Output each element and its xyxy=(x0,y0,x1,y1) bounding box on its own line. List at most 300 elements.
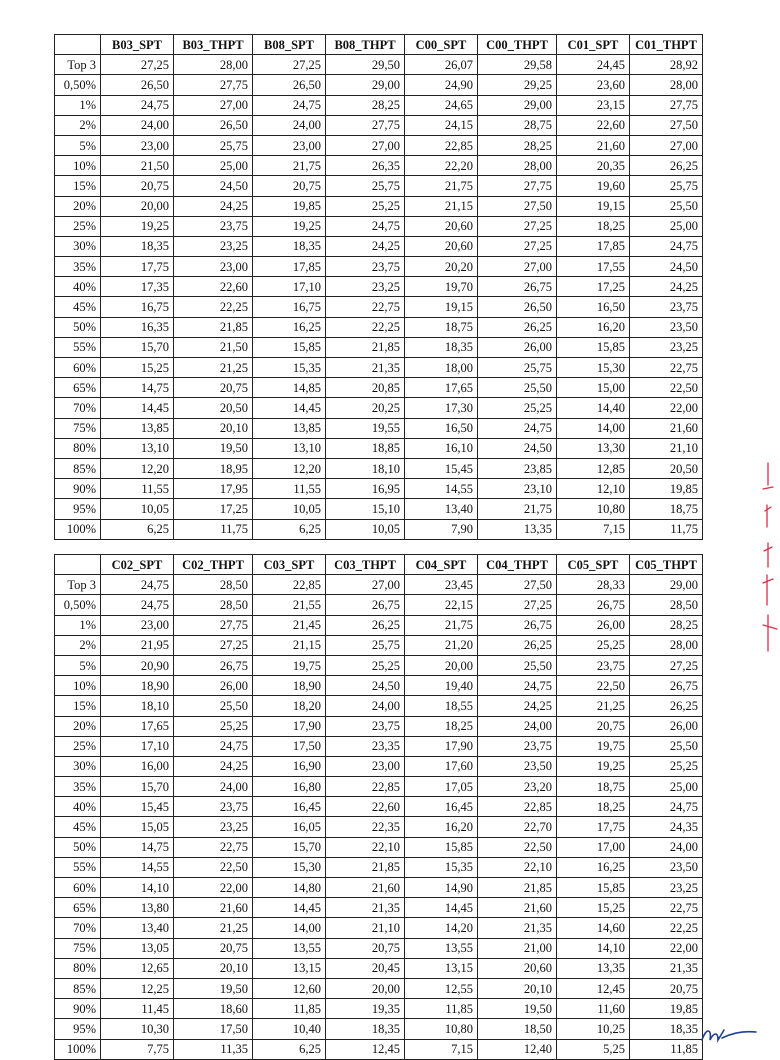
score-cell: 17,75 xyxy=(101,257,174,277)
score-cell: 5,25 xyxy=(557,1039,630,1059)
score-cell: 10,25 xyxy=(557,1019,630,1039)
row-label-cell: 5% xyxy=(55,135,101,155)
row-label-cell: 80% xyxy=(55,958,101,978)
score-cell: 7,15 xyxy=(557,519,630,539)
row-label-cell: 5% xyxy=(55,655,101,675)
score-cell: 27,75 xyxy=(326,115,405,135)
score-cell: 21,75 xyxy=(253,156,326,176)
score-cell: 17,65 xyxy=(405,378,478,398)
score-cell: 18,75 xyxy=(630,499,703,519)
score-cell: 25,50 xyxy=(478,378,557,398)
score-cell: 24,00 xyxy=(630,837,703,857)
score-cell: 23,00 xyxy=(326,756,405,776)
table-row xyxy=(55,595,703,615)
table-row xyxy=(55,716,703,736)
score-cell: 27,50 xyxy=(630,115,703,135)
score-cell: 16,50 xyxy=(405,418,478,438)
score-cell: 15,45 xyxy=(405,458,478,478)
score-cell: 18,75 xyxy=(557,777,630,797)
score-cell: 12,20 xyxy=(253,458,326,478)
score-cell: 16,35 xyxy=(101,317,174,337)
score-cell: 14,10 xyxy=(557,938,630,958)
score-cell: 26,25 xyxy=(478,635,557,655)
score-cell: 17,90 xyxy=(253,716,326,736)
score-cell: 10,40 xyxy=(253,1019,326,1039)
score-cell: 12,85 xyxy=(557,458,630,478)
score-cell: 17,50 xyxy=(253,736,326,756)
score-cell: 21,00 xyxy=(478,938,557,958)
score-cell: 29,50 xyxy=(326,55,405,75)
score-cell: 13,85 xyxy=(101,418,174,438)
score-cell: 22,20 xyxy=(405,156,478,176)
score-cell: 6,25 xyxy=(253,1039,326,1059)
score-cell: 16,75 xyxy=(101,297,174,317)
score-cell: 13,15 xyxy=(253,958,326,978)
score-cell: 26,00 xyxy=(557,615,630,635)
signature-stroke xyxy=(702,1030,724,1040)
column-header: C03_SPT xyxy=(253,555,326,575)
score-cell: 28,00 xyxy=(478,156,557,176)
score-cell: 11,60 xyxy=(557,999,630,1019)
score-cell: 25,50 xyxy=(174,696,253,716)
score-cell: 20,60 xyxy=(405,216,478,236)
score-cell: 20,75 xyxy=(326,938,405,958)
table-row xyxy=(55,615,703,635)
score-cell: 12,25 xyxy=(101,978,174,998)
score-cell: 16,20 xyxy=(557,317,630,337)
table-row xyxy=(55,257,703,277)
margin-mark-stroke xyxy=(763,487,773,489)
score-cell: 24,75 xyxy=(478,418,557,438)
score-cell: 27,25 xyxy=(101,55,174,75)
row-label-cell: 30% xyxy=(55,236,101,256)
score-cell: 18,25 xyxy=(557,797,630,817)
score-cell: 24,75 xyxy=(101,595,174,615)
score-cell: 21,75 xyxy=(478,499,557,519)
score-cell: 20,75 xyxy=(101,176,174,196)
table-row xyxy=(55,196,703,216)
score-cell: 26,75 xyxy=(174,655,253,675)
score-cell: 22,10 xyxy=(478,857,557,877)
score-cell: 19,50 xyxy=(174,978,253,998)
score-cell: 21,35 xyxy=(478,918,557,938)
score-cell: 14,40 xyxy=(557,398,630,418)
score-cell: 24,75 xyxy=(630,797,703,817)
score-cell: 20,00 xyxy=(101,196,174,216)
score-cell: 23,20 xyxy=(478,777,557,797)
score-cell: 21,75 xyxy=(405,615,478,635)
score-cell: 25,00 xyxy=(630,216,703,236)
row-label-cell: 0,50% xyxy=(55,595,101,615)
margin-mark-stroke xyxy=(763,579,773,583)
score-cell: 24,75 xyxy=(478,676,557,696)
score-cell: 19,70 xyxy=(405,277,478,297)
score-cell: 23,75 xyxy=(478,736,557,756)
score-cell: 23,00 xyxy=(101,615,174,635)
score-cell: 22,00 xyxy=(174,878,253,898)
score-cell: 23,15 xyxy=(557,95,630,115)
score-cell: 18,90 xyxy=(101,676,174,696)
score-cell: 28,50 xyxy=(174,595,253,615)
score-cell: 13,30 xyxy=(557,438,630,458)
score-cell: 18,35 xyxy=(101,236,174,256)
score-cell: 26,00 xyxy=(174,676,253,696)
score-cell: 15,30 xyxy=(253,857,326,877)
score-table-2 xyxy=(54,554,703,1060)
column-header: B08_SPT xyxy=(253,35,326,55)
score-cell: 21,20 xyxy=(405,635,478,655)
score-cell: 24,25 xyxy=(478,696,557,716)
score-cell: 11,45 xyxy=(101,999,174,1019)
score-cell: 7,90 xyxy=(405,519,478,539)
table-row xyxy=(55,317,703,337)
score-cell: 14,20 xyxy=(405,918,478,938)
column-header: B03_SPT xyxy=(101,35,174,55)
score-cell: 12,20 xyxy=(101,458,174,478)
score-cell: 16,20 xyxy=(405,817,478,837)
table-row xyxy=(55,216,703,236)
score-cell: 14,55 xyxy=(405,479,478,499)
score-cell: 23,25 xyxy=(630,878,703,898)
score-cell: 16,90 xyxy=(253,756,326,776)
table-row xyxy=(55,777,703,797)
table-row xyxy=(55,156,703,176)
score-cell: 13,10 xyxy=(253,438,326,458)
column-header: C00_SPT xyxy=(405,35,478,55)
score-cell: 27,75 xyxy=(630,95,703,115)
score-cell: 19,50 xyxy=(478,999,557,1019)
score-cell: 25,25 xyxy=(326,196,405,216)
score-cell: 17,30 xyxy=(405,398,478,418)
score-cell: 18,75 xyxy=(405,317,478,337)
score-cell: 28,50 xyxy=(174,575,253,595)
table-row xyxy=(55,277,703,297)
score-cell: 20,10 xyxy=(174,958,253,978)
score-cell: 24,00 xyxy=(101,115,174,135)
score-cell: 20,90 xyxy=(101,655,174,675)
score-cell: 10,05 xyxy=(326,519,405,539)
signature-mark xyxy=(698,1018,758,1048)
row-label-cell: 65% xyxy=(55,898,101,918)
score-cell: 26,75 xyxy=(630,676,703,696)
score-cell: 18,10 xyxy=(101,696,174,716)
score-cell: 28,25 xyxy=(478,135,557,155)
score-cell: 15,70 xyxy=(253,837,326,857)
score-cell: 17,50 xyxy=(174,1019,253,1039)
score-cell: 27,25 xyxy=(478,595,557,615)
score-cell: 10,05 xyxy=(101,499,174,519)
score-cell: 11,75 xyxy=(630,519,703,539)
table-row xyxy=(55,337,703,357)
score-cell: 26,75 xyxy=(478,277,557,297)
score-cell: 20,50 xyxy=(174,398,253,418)
table-row xyxy=(55,898,703,918)
score-cell: 28,92 xyxy=(630,55,703,75)
score-cell: 24,50 xyxy=(326,676,405,696)
row-label-cell: 55% xyxy=(55,857,101,877)
score-cell: 11,85 xyxy=(253,999,326,1019)
row-label-cell: 20% xyxy=(55,716,101,736)
score-cell: 17,25 xyxy=(557,277,630,297)
score-cell: 15,05 xyxy=(101,817,174,837)
score-cell: 12,10 xyxy=(557,479,630,499)
score-cell: 19,35 xyxy=(326,999,405,1019)
score-cell: 27,00 xyxy=(326,575,405,595)
score-cell: 22,70 xyxy=(478,817,557,837)
table-row xyxy=(55,878,703,898)
score-cell: 18,85 xyxy=(326,438,405,458)
table-row xyxy=(55,938,703,958)
score-cell: 17,05 xyxy=(405,777,478,797)
score-cell: 20,50 xyxy=(630,458,703,478)
score-cell: 21,85 xyxy=(326,857,405,877)
score-cell: 24,00 xyxy=(326,696,405,716)
score-cell: 22,10 xyxy=(326,837,405,857)
column-header: C02_THPT xyxy=(174,555,253,575)
score-cell: 18,90 xyxy=(253,676,326,696)
score-cell: 14,45 xyxy=(253,898,326,918)
margin-handwriting-marks xyxy=(755,455,780,665)
row-label-cell: 75% xyxy=(55,418,101,438)
score-cell: 16,10 xyxy=(405,438,478,458)
signature-stroke xyxy=(722,1032,756,1038)
score-cell: 23,75 xyxy=(174,797,253,817)
score-cell: 14,90 xyxy=(405,878,478,898)
row-label-cell: 70% xyxy=(55,918,101,938)
score-cell: 18,95 xyxy=(174,458,253,478)
score-cell: 21,45 xyxy=(253,615,326,635)
row-label-cell: 100% xyxy=(55,1039,101,1059)
score-cell: 13,05 xyxy=(101,938,174,958)
score-cell: 24,25 xyxy=(326,236,405,256)
score-cell: 6,25 xyxy=(101,519,174,539)
score-cell: 22,75 xyxy=(174,837,253,857)
score-cell: 21,10 xyxy=(630,438,703,458)
score-cell: 27,00 xyxy=(326,135,405,155)
score-cell: 18,35 xyxy=(253,236,326,256)
score-cell: 17,00 xyxy=(557,837,630,857)
score-cell: 24,90 xyxy=(405,75,478,95)
score-cell: 23,50 xyxy=(630,857,703,877)
score-cell: 19,50 xyxy=(174,438,253,458)
score-cell: 26,75 xyxy=(326,595,405,615)
score-cell: 17,55 xyxy=(557,257,630,277)
score-cell: 28,25 xyxy=(630,615,703,635)
score-cell: 27,50 xyxy=(478,196,557,216)
score-cell: 25,25 xyxy=(478,398,557,418)
score-cell: 11,85 xyxy=(405,999,478,1019)
score-cell: 18,55 xyxy=(405,696,478,716)
score-cell: 21,55 xyxy=(253,595,326,615)
score-cell: 26,07 xyxy=(405,55,478,75)
score-cell: 26,50 xyxy=(101,75,174,95)
score-cell: 26,25 xyxy=(630,696,703,716)
score-cell: 7,75 xyxy=(101,1039,174,1059)
score-cell: 22,85 xyxy=(326,777,405,797)
score-cell: 11,85 xyxy=(630,1039,703,1059)
score-cell: 21,60 xyxy=(478,898,557,918)
table-row xyxy=(55,655,703,675)
row-label-cell: 10% xyxy=(55,676,101,696)
score-cell: 21,85 xyxy=(326,337,405,357)
score-cell: 29,00 xyxy=(326,75,405,95)
score-cell: 23,00 xyxy=(101,135,174,155)
score-cell: 25,00 xyxy=(630,777,703,797)
score-cell: 24,00 xyxy=(174,777,253,797)
score-cell: 16,45 xyxy=(405,797,478,817)
score-cell: 13,40 xyxy=(101,918,174,938)
row-label-cell: 30% xyxy=(55,756,101,776)
score-cell: 16,05 xyxy=(253,817,326,837)
score-cell: 22,60 xyxy=(557,115,630,135)
score-cell: 19,85 xyxy=(630,999,703,1019)
score-cell: 12,45 xyxy=(326,1039,405,1059)
table-row xyxy=(55,978,703,998)
score-cell: 13,35 xyxy=(557,958,630,978)
score-cell: 14,00 xyxy=(557,418,630,438)
score-cell: 27,50 xyxy=(478,575,557,595)
score-cell: 28,00 xyxy=(630,635,703,655)
score-cell: 21,95 xyxy=(101,635,174,655)
score-cell: 10,80 xyxy=(557,499,630,519)
score-cell: 27,75 xyxy=(174,75,253,95)
score-cell: 17,85 xyxy=(557,236,630,256)
table-row xyxy=(55,999,703,1019)
score-cell: 23,85 xyxy=(478,458,557,478)
score-cell: 20,75 xyxy=(630,978,703,998)
column-header: C02_SPT xyxy=(101,555,174,575)
row-label-cell: 0,50% xyxy=(55,75,101,95)
score-cell: 14,45 xyxy=(253,398,326,418)
row-label-cell: 15% xyxy=(55,696,101,716)
score-cell: 23,00 xyxy=(174,257,253,277)
score-cell: 15,10 xyxy=(326,499,405,519)
score-cell: 18,25 xyxy=(405,716,478,736)
score-cell: 29,25 xyxy=(478,75,557,95)
column-header: C01_THPT xyxy=(630,35,703,55)
table-row xyxy=(55,378,703,398)
score-cell: 21,15 xyxy=(253,635,326,655)
score-cell: 14,45 xyxy=(101,398,174,418)
table-row xyxy=(55,756,703,776)
score-cell: 25,75 xyxy=(478,358,557,378)
table-row xyxy=(55,958,703,978)
row-label-cell: 2% xyxy=(55,115,101,135)
score-cell: 15,00 xyxy=(557,378,630,398)
score-cell: 21,15 xyxy=(405,196,478,216)
score-cell: 15,70 xyxy=(101,337,174,357)
score-cell: 22,85 xyxy=(478,797,557,817)
row-label-cell: 45% xyxy=(55,817,101,837)
table-header-row xyxy=(55,35,703,55)
score-cell: 10,80 xyxy=(405,1019,478,1039)
score-cell: 23,50 xyxy=(630,317,703,337)
score-cell: 24,50 xyxy=(478,438,557,458)
score-cell: 27,75 xyxy=(174,615,253,635)
score-cell: 24,75 xyxy=(174,736,253,756)
score-cell: 24,00 xyxy=(478,716,557,736)
score-cell: 12,40 xyxy=(478,1039,557,1059)
score-cell: 17,95 xyxy=(174,479,253,499)
score-cell: 26,75 xyxy=(478,615,557,635)
row-label-cell: 45% xyxy=(55,297,101,317)
row-label-cell: 1% xyxy=(55,95,101,115)
column-header: C04_THPT xyxy=(478,555,557,575)
score-cell: 12,65 xyxy=(101,958,174,978)
score-cell: 20,75 xyxy=(557,716,630,736)
score-cell: 26,75 xyxy=(557,595,630,615)
score-cell: 16,00 xyxy=(101,756,174,776)
row-label-cell: 90% xyxy=(55,999,101,1019)
table-row xyxy=(55,837,703,857)
score-cell: 22,50 xyxy=(174,857,253,877)
score-cell: 15,85 xyxy=(557,337,630,357)
score-cell: 14,75 xyxy=(101,378,174,398)
score-cell: 12,60 xyxy=(253,978,326,998)
column-header: C04_SPT xyxy=(405,555,478,575)
score-cell: 17,65 xyxy=(101,716,174,736)
score-cell: 17,35 xyxy=(101,277,174,297)
score-cell: 22,00 xyxy=(630,938,703,958)
row-label-cell: 75% xyxy=(55,938,101,958)
score-cell: 26,35 xyxy=(326,156,405,176)
score-cell: 17,90 xyxy=(405,736,478,756)
score-cell: 26,25 xyxy=(630,156,703,176)
table-row xyxy=(55,575,703,595)
column-header: C05_SPT xyxy=(557,555,630,575)
score-cell: 24,45 xyxy=(557,55,630,75)
score-cell: 23,25 xyxy=(174,236,253,256)
table-row xyxy=(55,358,703,378)
score-cell: 15,35 xyxy=(253,358,326,378)
score-cell: 14,60 xyxy=(557,918,630,938)
score-cell: 20,75 xyxy=(174,378,253,398)
score-cell: 18,50 xyxy=(478,1019,557,1039)
table-row xyxy=(55,696,703,716)
row-label-cell: 2% xyxy=(55,635,101,655)
score-cell: 21,50 xyxy=(101,156,174,176)
table-row xyxy=(55,135,703,155)
score-cell: 28,50 xyxy=(630,595,703,615)
score-cell: 24,50 xyxy=(174,176,253,196)
score-cell: 25,75 xyxy=(326,635,405,655)
score-cell: 20,60 xyxy=(405,236,478,256)
row-label-cell: 55% xyxy=(55,337,101,357)
score-cell: 22,25 xyxy=(326,317,405,337)
score-cell: 19,15 xyxy=(405,297,478,317)
score-cell: 18,60 xyxy=(174,999,253,1019)
score-cell: 20,60 xyxy=(478,958,557,978)
score-cell: 27,25 xyxy=(174,635,253,655)
row-label-cell: 60% xyxy=(55,358,101,378)
score-cell: 25,50 xyxy=(478,655,557,675)
score-cell: 23,25 xyxy=(630,337,703,357)
score-cell: 23,75 xyxy=(174,216,253,236)
table-row xyxy=(55,398,703,418)
row-label-cell: 35% xyxy=(55,257,101,277)
table-row xyxy=(55,797,703,817)
score-cell: 21,25 xyxy=(557,696,630,716)
score-cell: 21,85 xyxy=(174,317,253,337)
score-cell: 24,25 xyxy=(174,196,253,216)
score-cell: 27,25 xyxy=(478,216,557,236)
score-table-1 xyxy=(54,34,703,540)
row-label-cell: 40% xyxy=(55,797,101,817)
score-cell: 16,80 xyxy=(253,777,326,797)
score-cell: 22,75 xyxy=(630,898,703,918)
score-cell: 18,35 xyxy=(630,1019,703,1039)
table-row xyxy=(55,635,703,655)
